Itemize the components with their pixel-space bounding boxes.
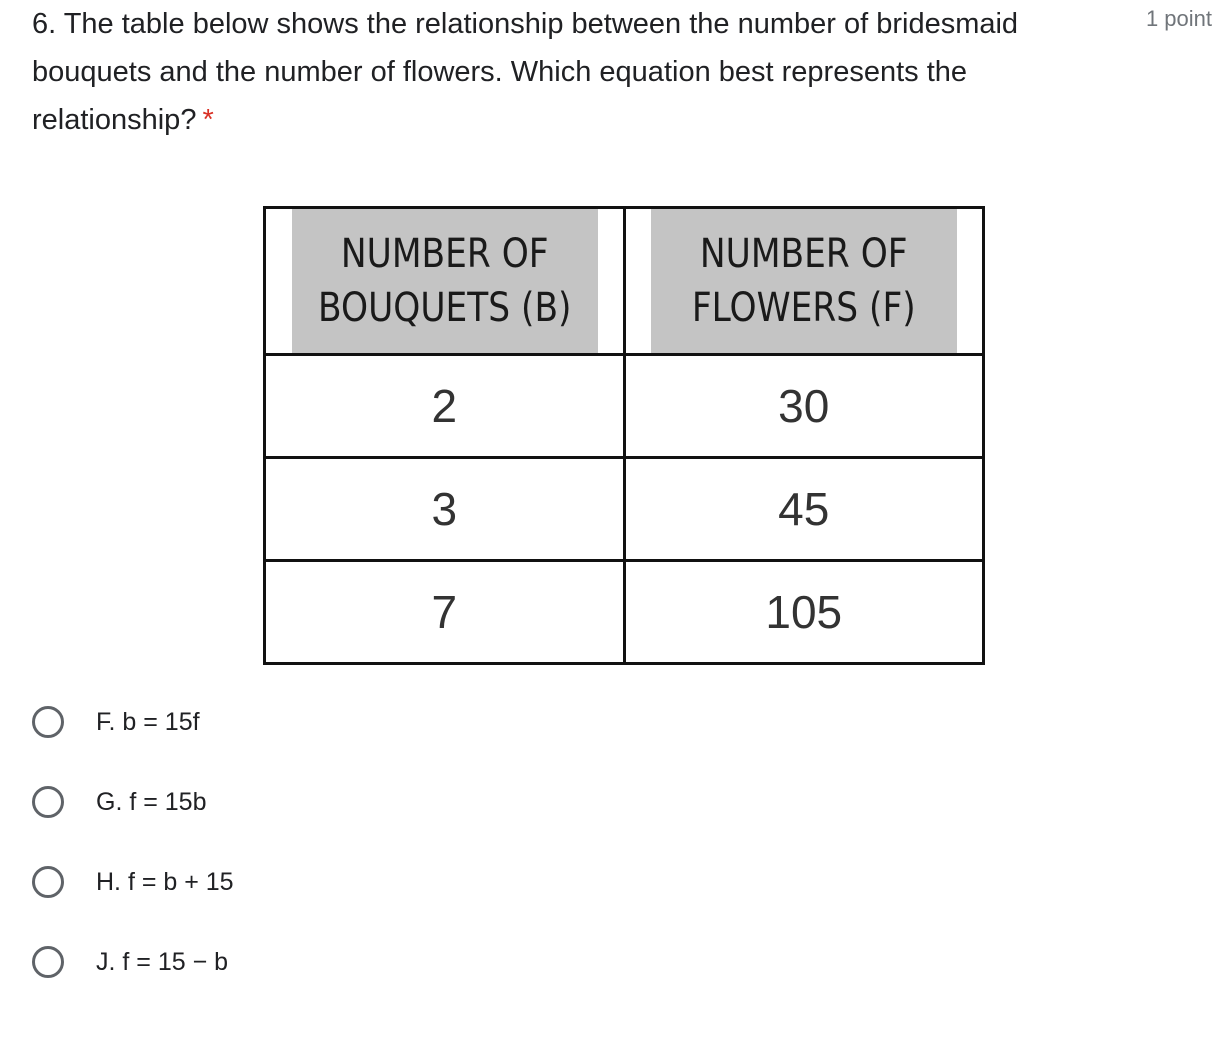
option-label: G. f = 15b — [96, 788, 207, 816]
table-row — [265, 458, 984, 561]
table-cell: 105 — [624, 561, 984, 664]
header-line: FLOWERS (F) — [691, 285, 916, 331]
table-cell: 45 — [624, 458, 984, 561]
radio-button-icon[interactable] — [32, 706, 64, 738]
required-asterisk: * — [202, 104, 214, 136]
table-header-flowers — [649, 208, 958, 355]
radio-button-icon[interactable] — [32, 946, 64, 978]
option-f[interactable] — [32, 704, 632, 784]
table-header-row — [265, 208, 984, 355]
radio-button-icon[interactable] — [32, 786, 64, 818]
points-label: 1 point — [1145, 6, 1212, 31]
option-j[interactable] — [32, 944, 632, 1024]
table-cell: 2 — [265, 355, 625, 458]
table-row — [265, 561, 984, 664]
question-title — [32, 0, 1082, 144]
option-h[interactable] — [32, 864, 632, 944]
radio-button-icon[interactable] — [32, 866, 64, 898]
data-table — [263, 206, 985, 665]
table-cell: 7 — [265, 561, 625, 664]
header-line: NUMBER OF — [340, 231, 549, 277]
answer-options — [32, 704, 632, 1024]
table-header-bouquets — [290, 208, 599, 355]
header-line: BOUQUETS (B) — [317, 285, 571, 331]
question-text: 6. The table below shows the relationship between the number of bridesmaid bouquets and the number of flowers. Which equation best represents the relationship? — [32, 8, 1019, 136]
data-table-image — [263, 206, 985, 662]
header-line: NUMBER OF — [699, 231, 908, 277]
option-label: F. b = 15f — [96, 708, 200, 736]
option-g[interactable] — [32, 784, 632, 864]
table-cell: 30 — [624, 355, 984, 458]
table-cell: 3 — [265, 458, 625, 561]
option-label: H. f = b + 15 — [96, 868, 234, 896]
option-label: J. f = 15 − b — [96, 948, 229, 976]
table-row — [265, 355, 984, 458]
